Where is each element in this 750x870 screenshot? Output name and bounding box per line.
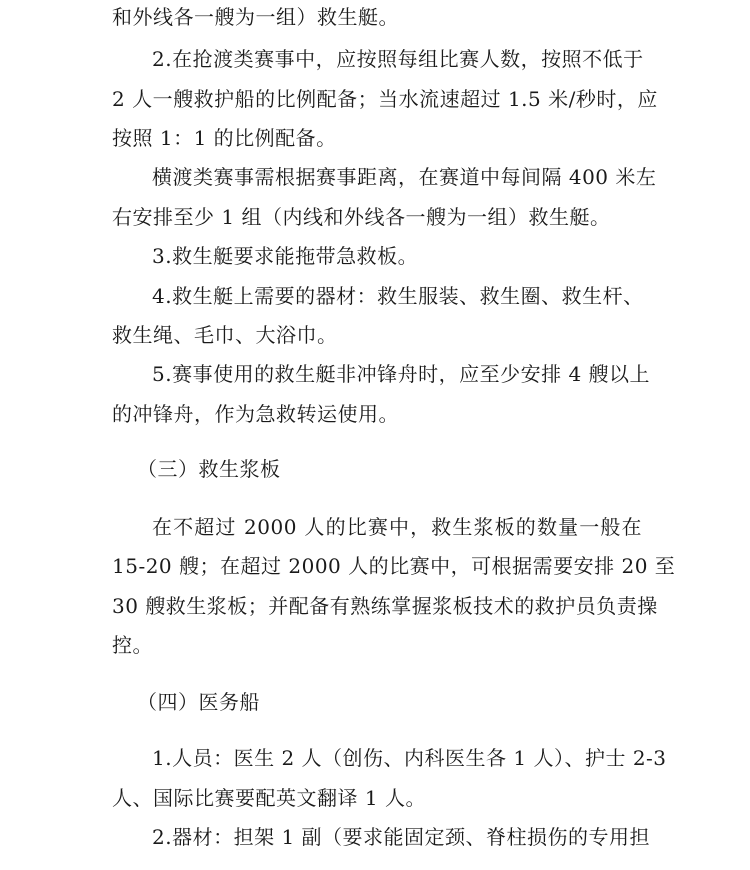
text-line-13: 在不超过 2000 人的比赛中，救生浆板的数量一般在 (152, 515, 642, 539)
text-line-6: 右安排至少 1 组（内线和外线各一艘为一组）救生艇。 (112, 205, 611, 229)
text-line-15: 30 艘救生浆板；并配备有熟练掌握浆板技术的救护员负责操 (112, 594, 658, 618)
text-line-20: 2.器材：担架 1 副（要求能固定颈、脊柱损伤的专用担 (152, 825, 651, 849)
text-line-7: 3.救生艇要求能拖带急救板。 (152, 244, 419, 268)
section-heading-4: （四）医务船 (137, 690, 260, 714)
text-line-3: 2 人一艘救护船的比例配备；当水流速超过 1.5 米/秒时，应 (112, 87, 658, 111)
text-line-9: 救生绳、毛巾、大浴巾。 (112, 323, 338, 347)
text-line-10: 5.赛事使用的救生艇非冲锋舟时，应至少安排 4 艘以上 (152, 362, 651, 386)
text-line-8: 4.救生艇上需要的器材：救生服装、救生圈、救生杆、 (152, 284, 644, 308)
text-line-19: 人、国际比赛要配英文翻译 1 人。 (112, 786, 426, 810)
text-line-16: 控。 (112, 633, 153, 657)
text-line-11: 的冲锋舟，作为急救转运使用。 (112, 402, 399, 426)
text-line-18: 1.人员：医生 2 人（创伤、内科医生各 1 人）、护士 2-3 (152, 746, 667, 770)
text-line-1: 和外线各一艘为一组）救生艇。 (112, 5, 399, 29)
text-line-4: 按照 1：1 的比例配备。 (112, 126, 337, 150)
text-line-14: 15-20 艘；在超过 2000 人的比赛中，可根据需要安排 20 至 (112, 554, 676, 578)
section-heading-3: （三）救生浆板 (137, 457, 281, 481)
text-line-2: 2.在抢渡类赛事中，应按照每组比赛人数，按照不低于 (152, 47, 644, 71)
text-line-5: 横渡类赛事需根据赛事距离，在赛道中每间隔 400 米左 (152, 165, 657, 189)
